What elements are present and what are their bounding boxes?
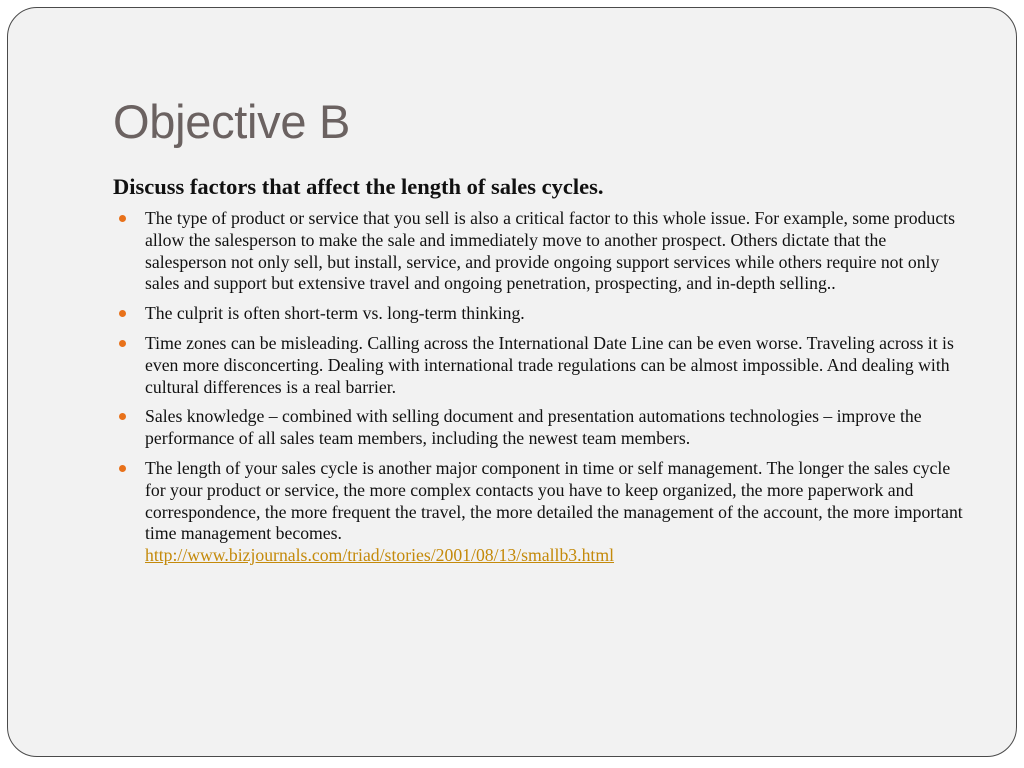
bullet-text: Sales knowledge – combined with selling document and presentation automations technologies – improve the performance of all sales team members, including the newest team members. <box>145 406 922 449</box>
bullet-text: The culprit is often short-term vs. long-term thinking. <box>145 303 525 324</box>
bullet-item <box>113 333 968 398</box>
bullet-dot-icon <box>119 465 126 472</box>
bullet-text: The length of your sales cycle is another major component in time or self management. The longer the sales cycle for your product or service, the more complex contacts you have to keep organized, the more paperwork and correspondence, the more frequent the travel, the more detailed the management of the account, the more important time management becomes. <box>145 457 963 544</box>
bullet-text: The type of product or service that you sell is also a critical factor to this whole issue. For example, some products allow the salesperson to make the sale and immediately move to another prospect. Others dictate that the salesperson not only sell, but install, service, and provide ongoing support services while others require not only sales and support but extensive travel and ongoing penetration, prospecting, and in-depth selling.. <box>145 208 955 294</box>
bullet-item <box>113 406 968 450</box>
bullet-text: Time zones can be misleading. Calling across the International Date Line can be even worse. Traveling across it is even more disconcerting. Dealing with international trade regulations can be almost impossible. And dealing with cultural differences is a real barrier. <box>145 332 954 397</box>
source-link[interactable]: http://www.bizjournals.com/triad/stories/2001/08/13/smallb3.html <box>145 545 615 566</box>
bullet-item <box>113 303 968 325</box>
bullet-dot-icon <box>119 215 126 222</box>
bullet-item <box>113 208 968 295</box>
slide-title: Objective B <box>113 95 351 148</box>
slide-subheading: Discuss factors that affect the length of sales cycles. <box>113 174 604 199</box>
slide-frame <box>7 7 1017 757</box>
bullet-dot-icon <box>119 413 126 420</box>
bullet-item <box>113 458 968 567</box>
slide-content <box>113 172 968 575</box>
bullet-dot-icon <box>119 340 126 347</box>
bullet-dot-icon <box>119 310 126 317</box>
bullet-list <box>113 208 968 567</box>
